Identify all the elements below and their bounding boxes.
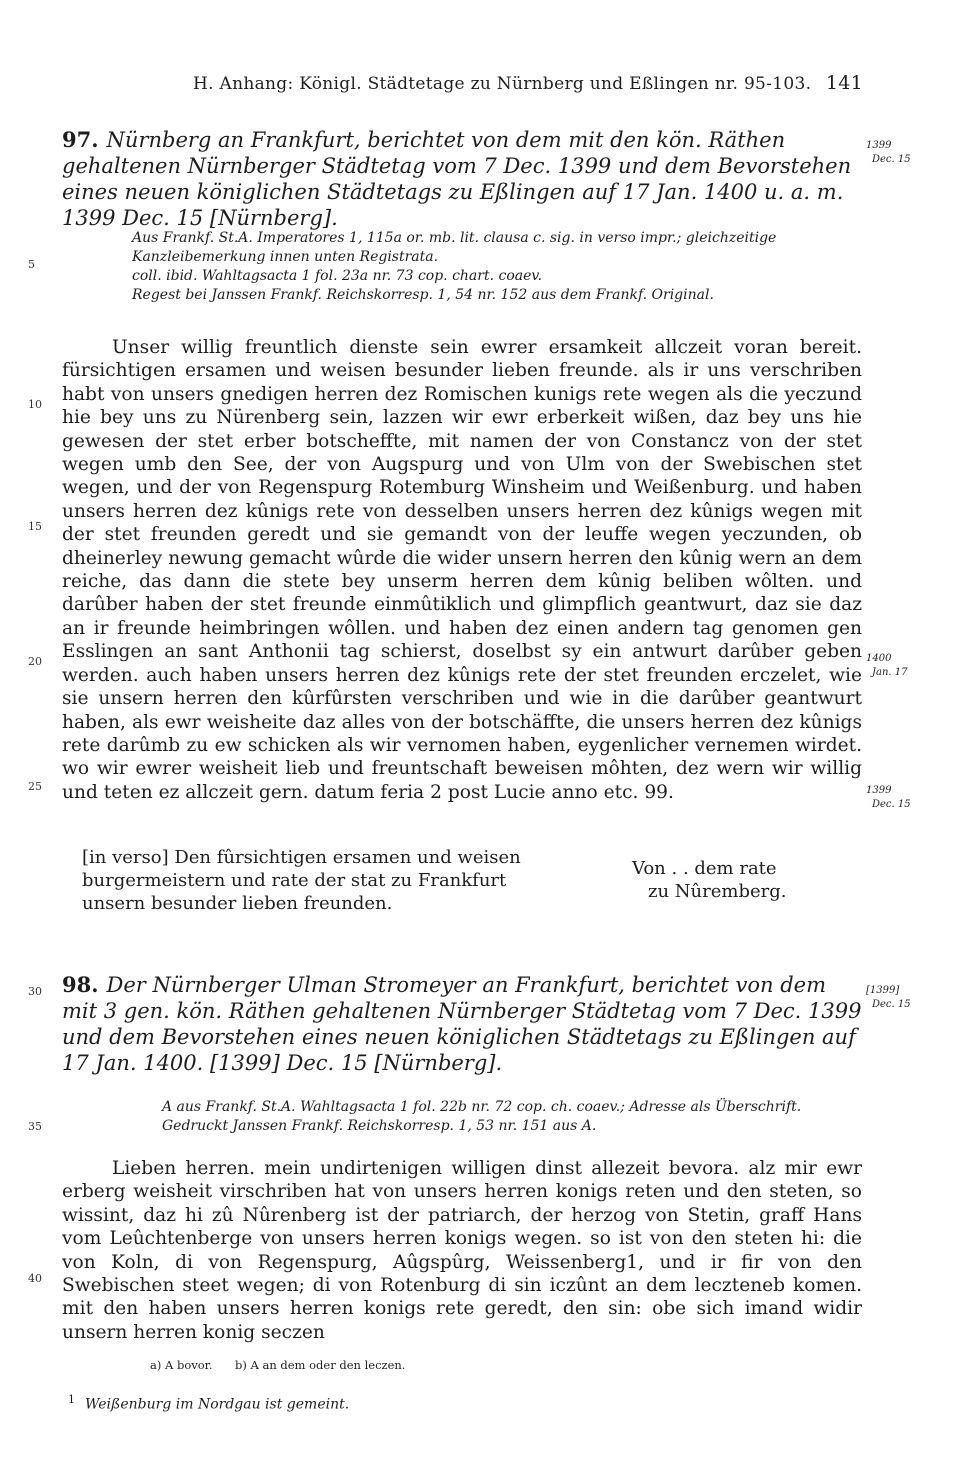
doc97-body: [62, 336, 862, 804]
margin-date-doc97: [866, 139, 936, 167]
doc97-number: 97.: [62, 127, 99, 152]
doc98-source-notes: [162, 1098, 862, 1136]
doc97-body-text: Unser willig freuntlich dienste sein ewrer ersamkeit allczeit voran bereit. fürsichtigen ersamen und weisen besunder lieben freunde. als ir uns verschriben habt von unsers gnedigen herren dez Romischen kunigs rete wegen als die yeczund hie bey uns zu Nürenberg sein, lazzen wir ewr erberkeit wißen, daz bey uns hie gewesen der stet erber botscheffte, mit namen der von Constancz von der stet wegen umb den See, der von Augspurg und von Ulm von der Swebischen stet wegen, und der von Regenspurg Rotemburg Winsheim und Weißenburg. und haben unsers herren dez kûnigs rete von desselben unsers herren dez kûnigs wegen mit der stet freunden geredt und sie gemandt von der leuffe wegen yeczunden, ob dheinerley newung gemacht wûrde die wider unsern herren den kûnig wern an dem reiche, das dann die stete bey unserm herren dem kûnig beliben wôlten. und darûber haben der stet freunde einmûtiklich und glimpflich geantwurt, daz sie daz an ir freunde heimbringen wôllen. und haben dez einen andern tag genomen gen Esslingen an sant Anthonii tag schierst, doselbst sy ein antwurt darûber geben werden. auch haben unsers herren dez kûnigs rete der stet freunden erczelet, wie sie unsern herren den kûrfûrsten verschriben und wie in die darûber geantwurt haben, als ewr weisheite daz alles von der botschäffte, die unsers herren dez kûnigs rete darûmb zu ew schicken als wir vernomen haben, eygenlicher vernemen wirdet. wo wir ewrer weisheit lieb und freuntschaft beweisen môhten, dez wern wir willig und teten ez allczeit gern. datum feria 2 post Lucie anno etc. 99.: [62, 337, 862, 803]
doc98-heading-text: Der Nürnberger Ulman Stromeyer an Frankfurt, berichtet von dem mit 3 gen. kön. Räthen gehaltenen Nürnberger Städtetag vom 7 Dec. 1399 und dem Bevorstehen eines neuen königlichen Städtetags zu Eßlingen auf 17 Jan. 1400. [1399] Dec. 15 [Nürnberg].: [62, 973, 862, 1075]
footnote-1-marker: 1: [68, 1393, 75, 1406]
doc97-source-notes: [132, 229, 862, 305]
margin-date-1400: [866, 652, 936, 680]
margin-date-year: 1399: [866, 785, 892, 796]
doc98-heading: [62, 972, 862, 1076]
line-number: 25: [28, 780, 42, 793]
margin-date-year: [1399]: [866, 985, 900, 996]
line-number: 30: [28, 985, 42, 998]
doc98-number: 98.: [62, 972, 99, 997]
line-number: 15: [28, 520, 42, 533]
margin-date-day: Dec. 15: [872, 799, 911, 810]
source-note: coll. ibid. Wahltagsacta 1 fol. 23a nr. 73 cop. chart. coaev.: [132, 268, 543, 284]
line-number: 5: [28, 258, 35, 271]
running-head-title: H. Anhang: Königl. Städtetage zu Nürnberg und Eßlingen nr. 95-103.: [193, 74, 812, 94]
margin-date-1399-b: [866, 784, 936, 812]
line-number: 20: [28, 655, 42, 668]
address-right-line1: Von . . dem rate: [632, 858, 777, 879]
line-number: 10: [28, 398, 42, 411]
line-number: 40: [28, 1272, 42, 1285]
margin-date-day: Dec. 15: [872, 999, 911, 1010]
doc97-heading-text: Nürnberg an Frankfurt, berichtet von dem mit den kön. Räthen gehaltenen Nürnberger Städtetag vom 7 Dec. 1399 und dem Bevorstehen eines neuen königlichen Städtetags zu Eßlingen auf 17 Jan. 1400 u. a. m. 1399 Dec. 15 [Nürnberg].: [62, 128, 852, 230]
page-number: 141: [825, 72, 863, 94]
footnote-b: b) A an dem oder den leczen.: [235, 1358, 406, 1372]
doc98-body-text: Lieben herren. mein undirtenigen willigen dinst allezeit bevora. alz mir ewr erberg weisheit virschriben hat von unsers herren konigs reten und den steten, so wissint, daz hi zû Nûrenberg ist der patriarch, der herzog von Stetin, graff Hans vom Leûchtenberge von unsers herren konigs wegen. so ist von den steten hi: die von Koln, di von Regenspurg, Aûgspûrg, Weissenberg1, und ir fir von den Swebischen steet wegen; di von Rotenburg di sin iczûnt an dem leczteneb komen. mit den haben unsers herren konigs rete geredt, den sin: obe sich imand widir unsern herren konig seczen: [62, 1158, 862, 1343]
doc97-address-right: [632, 857, 832, 903]
margin-date-year: 1399: [866, 140, 892, 151]
margin-date-doc98: [866, 984, 936, 1012]
source-note: Regest bei Janssen Frankf. Reichskorresp. 1, 54 nr. 152 aus dem Frankf. Original.: [132, 287, 714, 303]
doc97-heading: [62, 127, 862, 231]
address-right-line2: zu Nûremberg.: [648, 881, 787, 902]
source-note: Gedruckt Janssen Frankf. Reichskorresp. 1, 53 nr. 151 aus A.: [162, 1118, 597, 1134]
margin-date-day: Jan. 17: [872, 667, 908, 678]
footnote-1: [68, 1393, 768, 1413]
footnote-a: a) A bovor.: [150, 1358, 213, 1372]
doc98-body: [62, 1157, 862, 1344]
running-head: [193, 74, 863, 94]
source-note: Aus Frankf. St.A. Imperatores 1, 115a or. mb. lit. clausa c. sig. in verso impr.; gleichzeitige Kanzleibemerkung innen unten Registrata.: [132, 230, 777, 265]
footnote-1-text: Weißenburg im Nordgau ist gemeint.: [85, 1396, 350, 1413]
margin-date-day: Dec. 15: [872, 154, 911, 165]
margin-date-year: 1400: [866, 653, 892, 664]
doc97-address-left: [in verso] Den fûrsichtigen ersamen und weisen burgermeistern und rate der stat zu Frankfurt unsern besunder lieben freunden.: [82, 847, 521, 914]
line-number: 35: [28, 1120, 42, 1133]
source-note: A aus Frankf. St.A. Wahltagsacta 1 fol. 22b nr. 72 cop. ch. coaev.; Adresse als Überschrift.: [162, 1099, 802, 1115]
